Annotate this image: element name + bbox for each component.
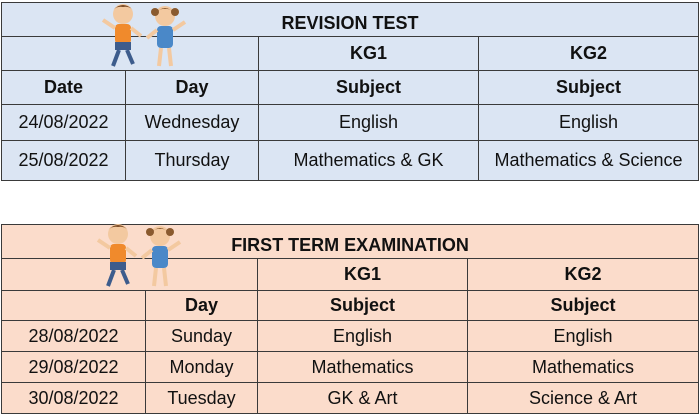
first-term-col-day: Day xyxy=(146,291,258,321)
row-date: 28/08/2022 xyxy=(2,321,146,352)
first-term-class-kg1: KG1 xyxy=(258,259,468,291)
kids-cartoon-icon xyxy=(90,220,190,292)
row-day: Tuesday xyxy=(146,383,258,414)
row-kg2-subject: Science & Art xyxy=(468,383,699,414)
table-row xyxy=(2,383,699,414)
revision-col-day: Day xyxy=(126,71,259,105)
row-kg1-subject: English xyxy=(258,321,468,352)
table-row xyxy=(2,352,699,383)
row-date: 30/08/2022 xyxy=(2,383,146,414)
revision-title: REVISION TEST xyxy=(2,3,699,37)
row-kg2-subject: Mathematics xyxy=(468,352,699,383)
revision-col-subject-kg1: Subject xyxy=(259,71,479,105)
row-date: 29/08/2022 xyxy=(2,352,146,383)
first-term-col-subject-kg2: Subject xyxy=(468,291,699,321)
row-kg1-subject: GK & Art xyxy=(258,383,468,414)
row-kg1-subject: English xyxy=(259,105,479,141)
revision-class-kg1: KG1 xyxy=(259,37,479,71)
row-day: Sunday xyxy=(146,321,258,352)
row-kg2-subject: English xyxy=(468,321,699,352)
first-term-col-subject-kg1: Subject xyxy=(258,291,468,321)
revision-col-date: Date xyxy=(2,71,126,105)
row-date: 25/08/2022 xyxy=(2,141,126,181)
first-term-title: FIRST TERM EXAMINATION xyxy=(2,225,699,259)
revision-col-subject-kg2: Subject xyxy=(479,71,699,105)
row-kg1-subject: Mathematics xyxy=(258,352,468,383)
row-day: Monday xyxy=(146,352,258,383)
row-date: 24/08/2022 xyxy=(2,105,126,141)
first-term-col-date xyxy=(2,291,146,321)
row-kg2-subject: English xyxy=(479,105,699,141)
kids-illustration xyxy=(95,0,195,72)
row-kg1-subject: Mathematics & GK xyxy=(259,141,479,181)
kids-illustration xyxy=(90,220,190,292)
table-row xyxy=(2,321,699,352)
table-row xyxy=(2,105,699,141)
row-day: Wednesday xyxy=(126,105,259,141)
table-row xyxy=(2,141,699,181)
kids-cartoon-icon xyxy=(95,0,195,72)
first-term-class-kg2: KG2 xyxy=(468,259,699,291)
row-day: Thursday xyxy=(126,141,259,181)
revision-class-kg2: KG2 xyxy=(479,37,699,71)
row-kg2-subject: Mathematics & Science xyxy=(479,141,699,181)
